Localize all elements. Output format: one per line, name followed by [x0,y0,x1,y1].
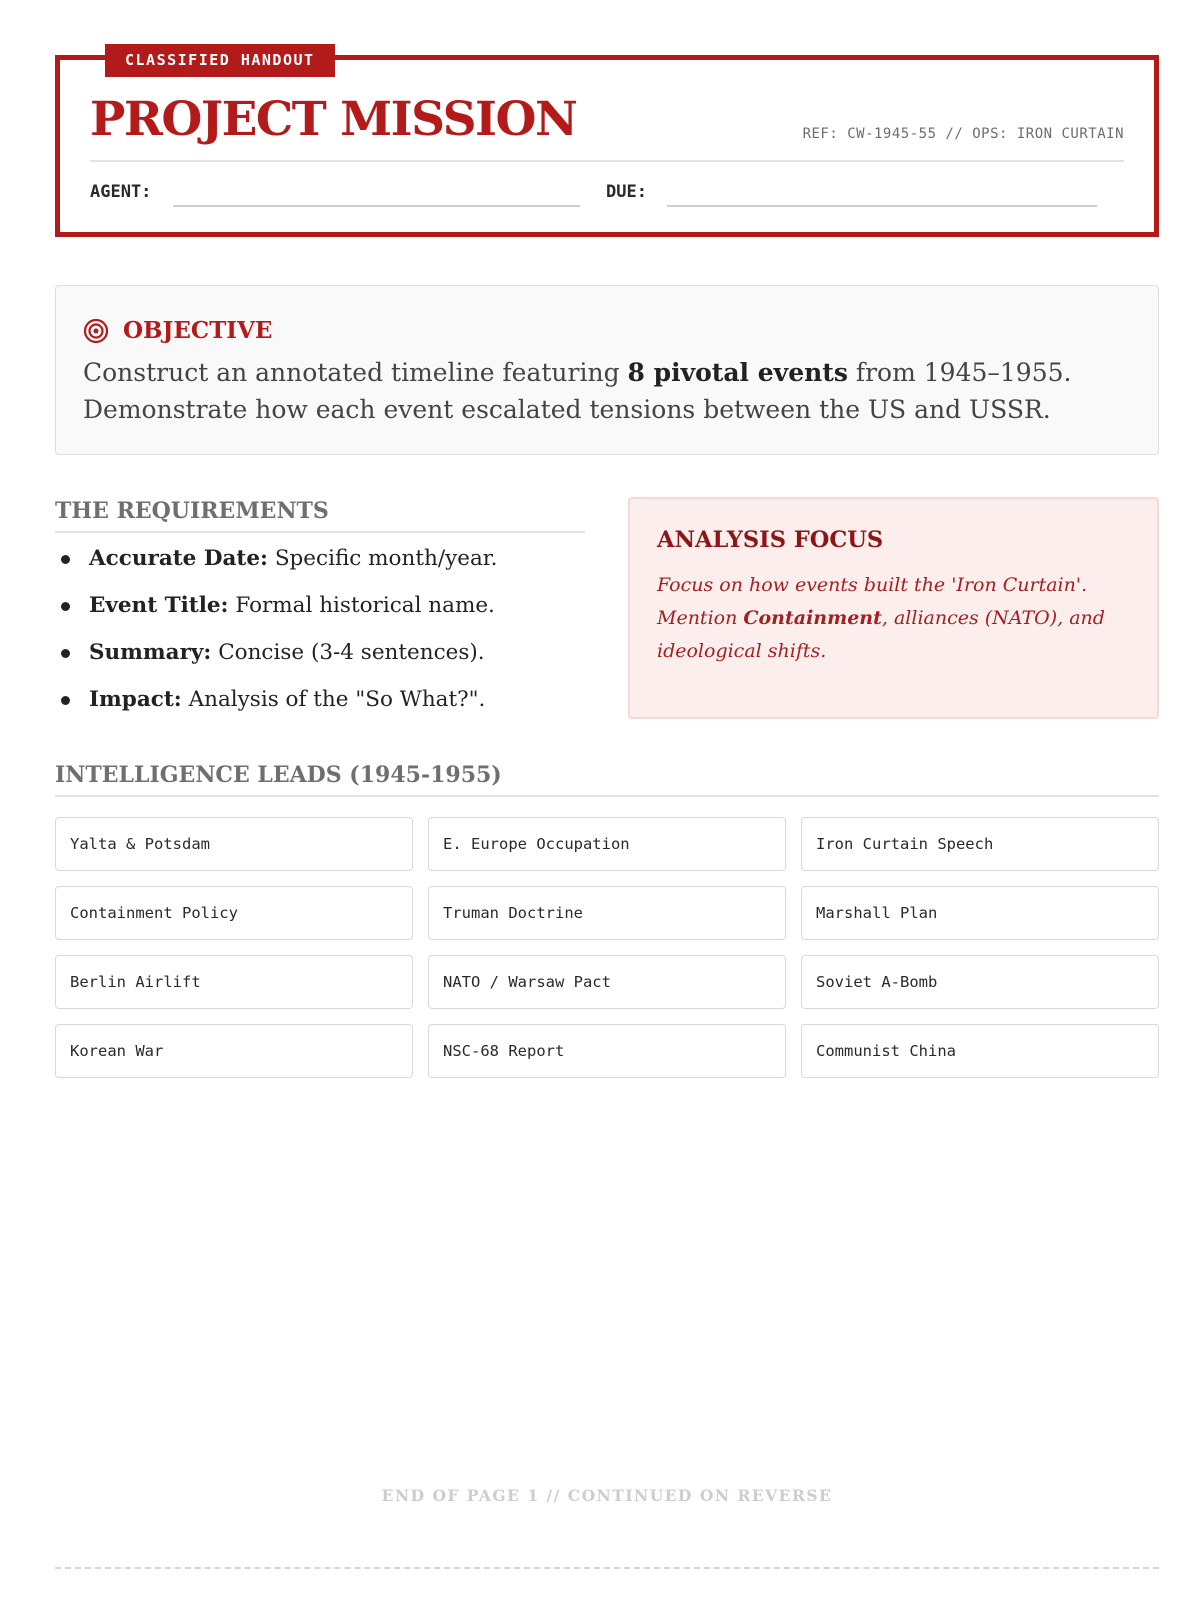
lead-card: E. Europe Occupation [428,817,786,871]
list-item: Impact: Analysis of the "So What?". [55,686,575,733]
agent-label: AGENT: [90,182,152,202]
requirements-heading: THE REQUIREMENTS [55,498,329,524]
agent-field[interactable] [173,205,580,207]
page-footer: END OF PAGE 1 // CONTINUED ON REVERSE [381,1486,833,1505]
requirements-divider [55,531,585,533]
analysis-heading: ANALYSIS FOCUS [657,527,884,553]
lead-card: Truman Doctrine [428,886,786,940]
list-item: Accurate Date: Specific month/year. [55,545,575,592]
analysis-focus-box [628,497,1159,719]
due-label: DUE: [606,182,647,202]
target-icon [83,318,109,344]
list-item: Summary: Concise (3-4 sentences). [55,639,575,686]
classified-badge: CLASSIFIED HANDOUT [105,44,335,77]
objective-heading: OBJECTIVE [123,317,273,344]
leads-divider [55,795,1159,797]
leads-heading: INTELLIGENCE LEADS (1945-1955) [55,762,502,788]
lead-card: NSC-68 Report [428,1024,786,1078]
lead-card: Communist China [801,1024,1159,1078]
reference-code: REF: CW-1945-55 // OPS: IRON CURTAIN [802,126,1124,142]
lead-card: Marshall Plan [801,886,1159,940]
analysis-text: Focus on how events built the 'Iron Curtain'. Mention Containment, alliances (NATO), and ideological shifts. [657,574,1105,662]
lead-card: Soviet A-Bomb [801,955,1159,1009]
header-divider [90,160,1124,162]
lead-card: Containment Policy [55,886,413,940]
lead-card: NATO / Warsaw Pact [428,955,786,1009]
page-title: PROJECT MISSION [90,92,577,147]
lead-card: Iron Curtain Speech [801,817,1159,871]
lead-card: Korean War [55,1024,413,1078]
list-item: Event Title: Formal historical name. [55,592,575,639]
lead-card: Yalta & Potsdam [55,817,413,871]
objective-box [55,285,1159,455]
objective-text: Construct an annotated timeline featuring 8 pivotal events from 1945–1955. Demonstrate how each event escalated tensions between the US and USSR. [83,358,1072,424]
lead-card: Berlin Airlift [55,955,413,1009]
due-field[interactable] [667,205,1097,207]
cut-line-divider [55,1567,1159,1569]
requirements-list [55,545,575,733]
handout-page [55,0,1159,1600]
mission-header [55,51,1159,237]
